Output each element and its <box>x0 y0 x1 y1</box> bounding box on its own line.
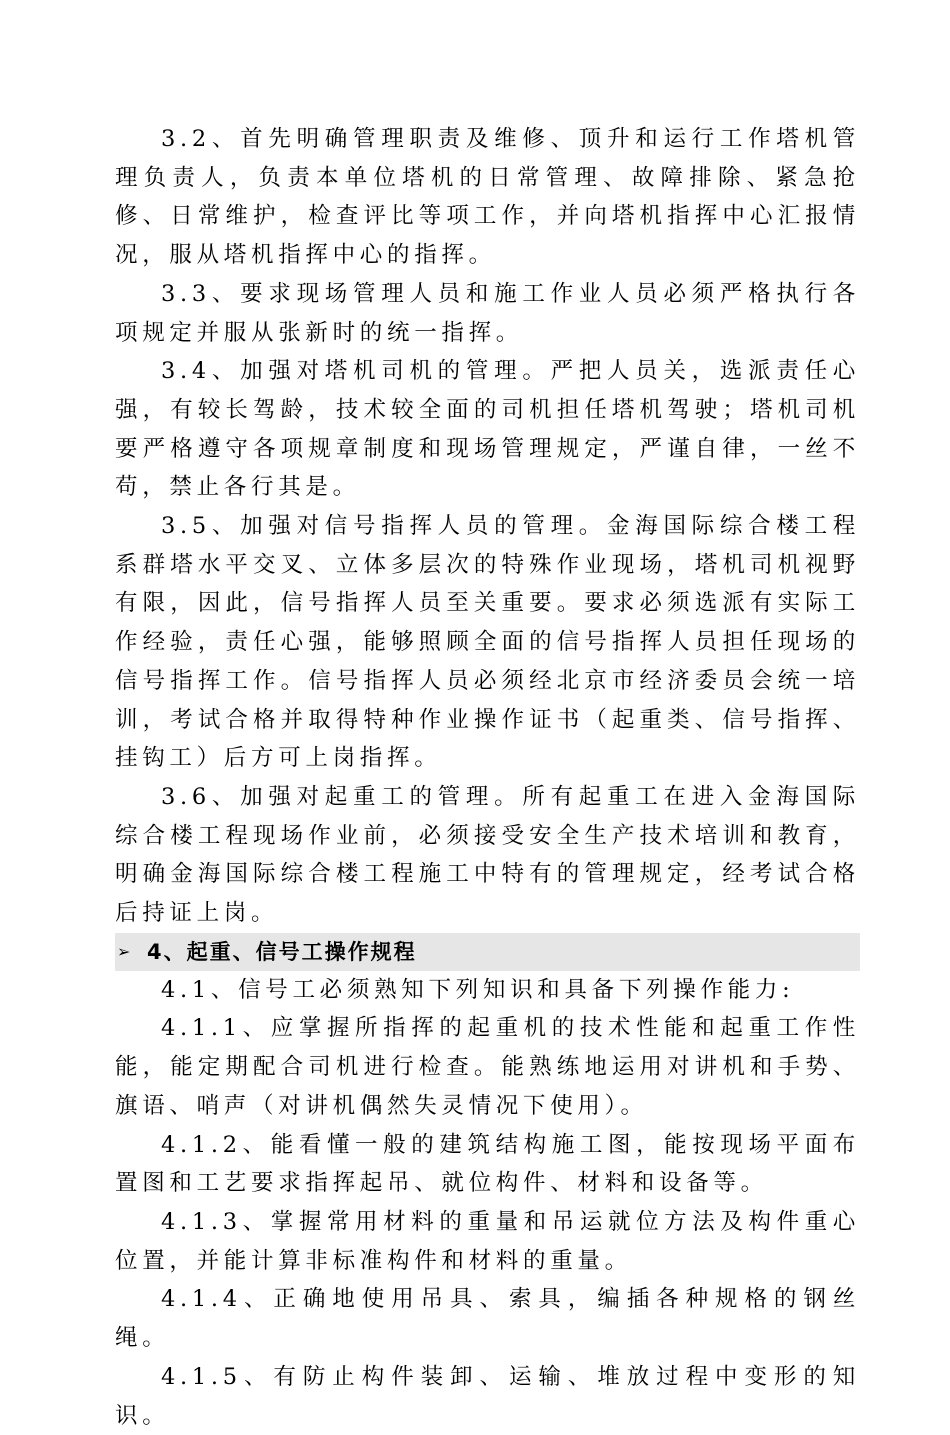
paragraph-4-1-1: 4.1.1、应掌握所指挥的起重机的技术性能和起重工作性能，能定期配合司机进行检查。能熟练地运用对讲机和手势、旗语、哨声（对讲机偶然失灵情况下使用）。 <box>115 1015 860 1119</box>
paragraph-4-1-3: 4.1.3、掌握常用材料的重量和吊运就位方法及构件重心位置，并能计算非标准构件和材料的重量。 <box>115 1208 860 1274</box>
section-heading-4 <box>115 933 860 971</box>
paragraph-4-1-4: 4.1.4、正确地使用吊具、索具，编插各种规格的钢丝绳。 <box>115 1286 860 1352</box>
paragraph-3-4: 3.4、加强对塔机司机的管理。严把人员关，选派责任心强，有较长驾龄，技术较全面的司机担任塔机驾驶；塔机司机要严格遵守各项规章制度和现场管理规定，严谨自律，一丝不苟，禁止各行其是。 <box>115 358 860 501</box>
paragraph-3-5: 3.5、加强对信号指挥人员的管理。金海国际综合楼工程系群塔水平交叉、立体多层次的特殊作业现场，塔机司机视野有限，因此，信号指挥人员至关重要。要求必须选派有实际工作经验，责任心强，能够照顾全面的信号指挥人员担任现场的信号指挥工作。信号指挥人员必须经北京市经济委员会统一培训，考试合格并取得特种作业操作证书（起重类、信号指挥、挂钩工）后方可上岗指挥。 <box>115 513 860 772</box>
paragraph-3-2: 3.2、首先明确管理职责及维修、顶升和运行工作塔机管理负责人，负责本单位塔机的日常管理、故障排除、紧急抢修、日常维护，检查评比等项工作，并向塔机指挥中心汇报情况，服从塔机指挥中心的指挥。 <box>115 126 860 269</box>
paragraph-4-1-2: 4.1.2、能看懂一般的建筑结构施工图，能按现场平面布置图和工艺要求指挥起吊、就位构件、材料和设备等。 <box>115 1131 860 1197</box>
section-heading-text: 4、起重、信号工操作规程 <box>147 939 417 964</box>
paragraph-4-1-5: 4.1.5、有防止构件装卸、运输、堆放过程中变形的知识。 <box>115 1363 860 1429</box>
arrow-bullet-icon: ➢ <box>117 941 131 961</box>
paragraph-4-1: 4.1、信号工必须熟知下列知识和具备下列操作能力: <box>161 976 795 1003</box>
paragraph-3-3: 3.3、要求现场管理人员和施工作业人员必须严格执行各项规定并服从张新时的统一指挥。 <box>115 280 860 346</box>
document-page <box>115 120 860 1435</box>
paragraph-3-6: 3.6、加强对起重工的管理。所有起重工在进入金海国际综合楼工程现场作业前，必须接受安全生产技术培训和教育，明确金海国际综合楼工程施工中特有的管理规定，经考试合格后持证上岗。 <box>115 783 860 927</box>
